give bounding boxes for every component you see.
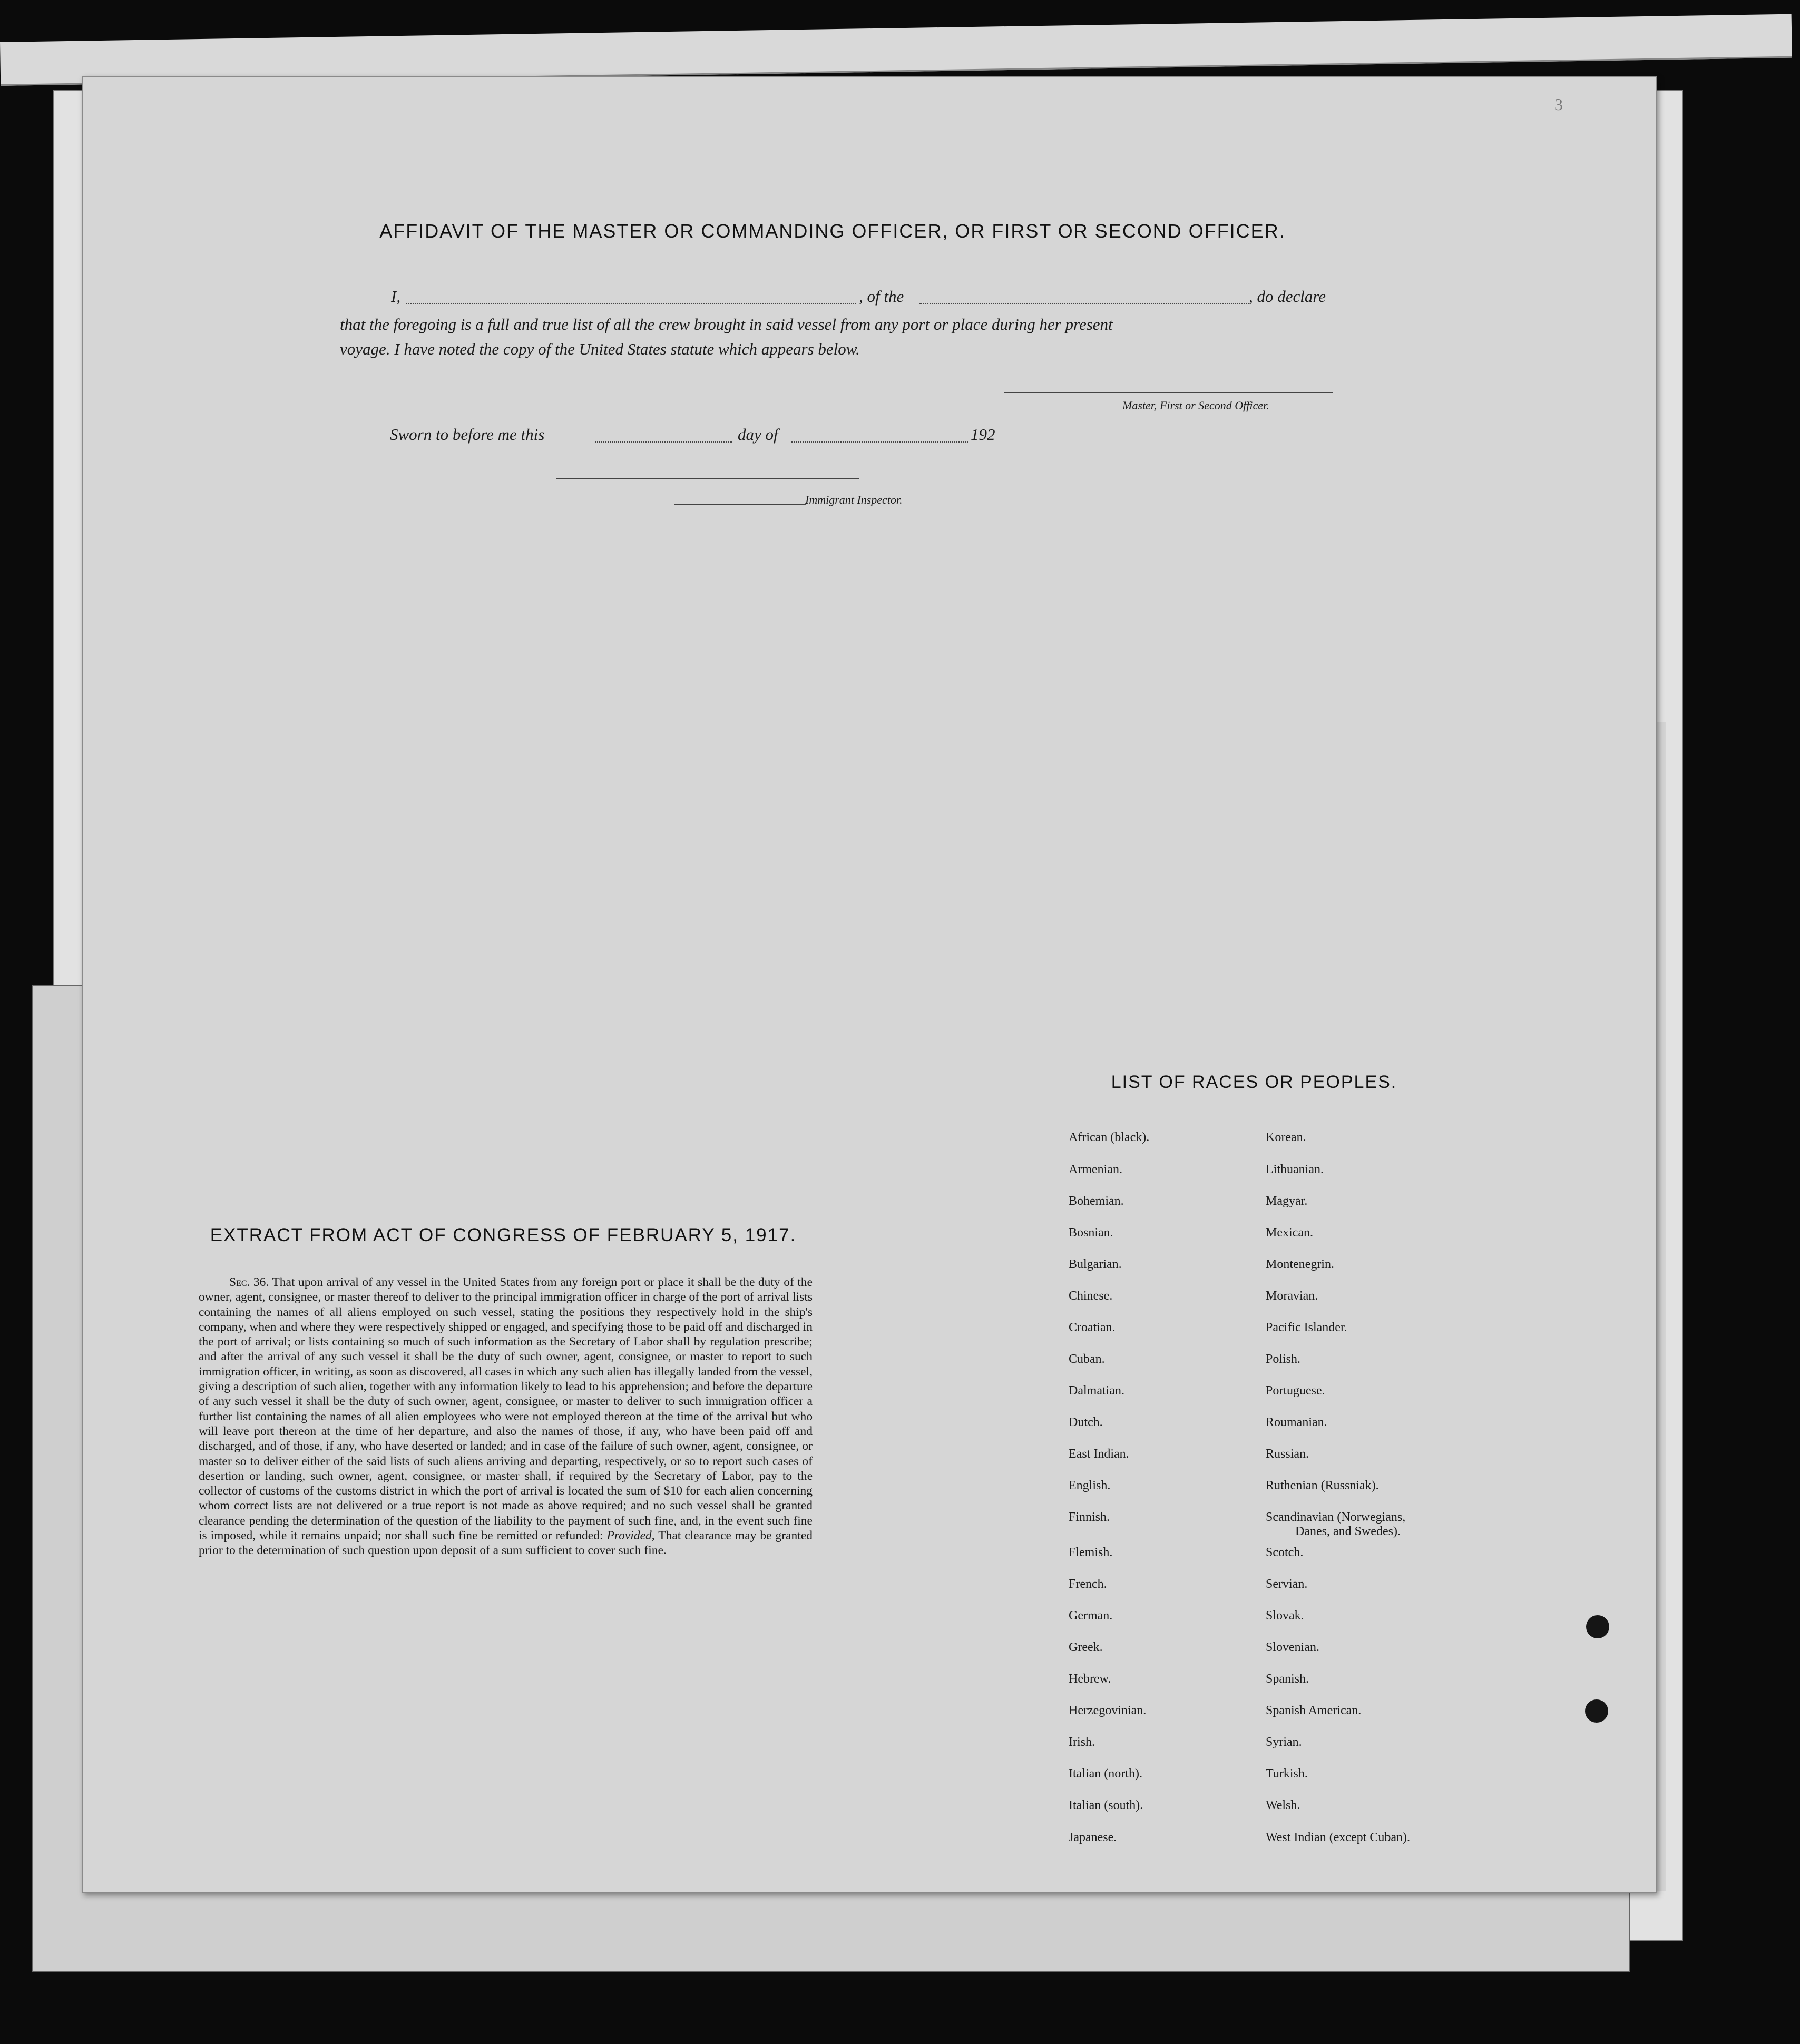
affidavit-statement-line3: voyage. I have noted the copy of the United States statute which appears below. bbox=[340, 340, 860, 358]
race-item: Montenegrin. bbox=[1266, 1257, 1334, 1271]
race-item: Dalmatian. bbox=[1069, 1384, 1124, 1398]
race-item: Pacific Islander. bbox=[1266, 1321, 1347, 1334]
affidavit-i-label: I, bbox=[391, 287, 401, 306]
race-item: Welsh. bbox=[1266, 1799, 1300, 1812]
officer-name-line[interactable] bbox=[406, 303, 856, 304]
race-item: Korean. bbox=[1266, 1131, 1306, 1144]
races-title: LIST OF RACES OR PEOPLES. bbox=[1111, 1072, 1397, 1092]
race-item: Magyar. bbox=[1266, 1194, 1308, 1208]
inspector-signature-line-upper[interactable] bbox=[556, 478, 859, 479]
race-item: Lithuanian. bbox=[1266, 1163, 1324, 1176]
sworn-text: Sworn to before me this bbox=[390, 425, 545, 444]
race-item: West Indian (except Cuban). bbox=[1266, 1831, 1410, 1844]
race-item: Croatian. bbox=[1069, 1321, 1116, 1334]
race-item: Flemish. bbox=[1069, 1546, 1113, 1559]
race-item: Polish. bbox=[1266, 1352, 1301, 1366]
race-item: Slovenian. bbox=[1266, 1640, 1319, 1654]
race-item: Herzegovinian. bbox=[1069, 1704, 1147, 1717]
race-item: Russian. bbox=[1266, 1447, 1309, 1461]
vessel-name-line[interactable] bbox=[919, 303, 1249, 304]
race-item: Scandinavian (Norwegians, bbox=[1266, 1510, 1406, 1524]
race-item: Portuguese. bbox=[1266, 1384, 1325, 1398]
provided-word: Provided, bbox=[606, 1529, 655, 1543]
punch-hole-lower bbox=[1585, 1699, 1608, 1723]
race-item: Spanish American. bbox=[1266, 1704, 1362, 1717]
do-declare-label: , do declare bbox=[1249, 287, 1326, 306]
race-item: French. bbox=[1069, 1577, 1107, 1591]
race-item: Moravian. bbox=[1266, 1289, 1318, 1303]
sworn-month-line[interactable] bbox=[791, 441, 968, 443]
race-item: East Indian. bbox=[1069, 1447, 1129, 1461]
of-the-label: , of the bbox=[859, 287, 904, 306]
race-item: Italian (south). bbox=[1069, 1799, 1143, 1812]
race-item: Hebrew. bbox=[1069, 1672, 1111, 1686]
race-item: Slovak. bbox=[1266, 1609, 1304, 1623]
race-item: English. bbox=[1069, 1479, 1111, 1492]
extract-body bbox=[199, 1275, 813, 1558]
race-item: African (black). bbox=[1069, 1131, 1150, 1144]
race-item: Cuban. bbox=[1069, 1352, 1105, 1366]
race-item: Chinese. bbox=[1069, 1289, 1113, 1303]
race-item: Syrian. bbox=[1266, 1735, 1302, 1749]
race-item: Turkish. bbox=[1266, 1767, 1308, 1781]
top-paper-strip bbox=[0, 14, 1792, 86]
race-item: Roumanian. bbox=[1266, 1416, 1327, 1429]
race-item: Irish. bbox=[1069, 1735, 1095, 1749]
race-item: Finnish. bbox=[1069, 1510, 1110, 1524]
race-item: Japanese. bbox=[1069, 1831, 1117, 1844]
race-item: Ruthenian (Russniak). bbox=[1266, 1479, 1379, 1492]
extract-body-end: That clearance may be granted prior to the determination of such question upon deposit of a sum sufficient to cover such fine. bbox=[199, 1529, 813, 1558]
inspector-signature-line[interactable] bbox=[674, 504, 806, 505]
race-item: Armenian. bbox=[1069, 1163, 1122, 1176]
affidavit-title: AFFIDAVIT OF THE MASTER OR COMMANDING OFFICER, OR FIRST OR SECOND OFFICER. bbox=[379, 220, 1286, 242]
race-item: Mexican. bbox=[1266, 1226, 1313, 1240]
race-item-continued: Danes, and Swedes). bbox=[1295, 1525, 1401, 1538]
master-signature-label: Master, First or Second Officer. bbox=[1122, 399, 1269, 412]
race-item: Bosnian. bbox=[1069, 1226, 1113, 1240]
affidavit-statement-line2: that the foregoing is a full and true list of all the crew brought in said vessel from any port or place during her present bbox=[340, 315, 1113, 333]
extract-body-main: That upon arrival of any vessel in the United States from any foreign port or place it shall be the duty of the owner, agent, consignee, or master thereof to deliver to the principal immigration officer in charge of the port of arrival lists containing the names of all aliens employed on such vessel, stating the positions they respectively hold in the ship's company, when and where they were respectively shipped or engaged, and specifying those to be paid off and discharged in the port of arrival; or lists containing so much of such information as the Secretary of Labor shall by regulation prescribe; and after the arrival of any such vessel it shall be the duty of such owner, agent, consignee, or master to report to such immigration officer, in writing, as soon as discovered, all cases in which any such alien has illegally landed from the vessel, giving a description of such alien, together with any information likely to lead to his apprehension; and before the departure of any such vessel it shall be the duty of such owner, agent, consignee, or master to deliver to such immigration officer a further list containing the names of all alien employees who were not employed thereon at the time of the arrival but who will leave port thereon at the time of her departure, and also the names of those, if any, who have been paid off and discharged, and of those, if any, who have deserted or landed; and in case of the failure of such owner, agent, consignee, or master so to deliver either of the said lists of such aliens arriving and departing, respectively, or so to report such cases of desertion or landing, such owner, agent, consignee, or master shall, if required by the Secretary of Labor, pay to the collector of customs of the customs district in which the port of arrival is located the sum of $10 for each alien concerning whom correct lists are not delivered or a true report is not made as above required; and no such vessel shall be granted clearance pending the determination of the question of the liability to the payment of such fine, and, in the event such fine is imposed, while it remains unpaid; nor shall such fine be remitted or refunded: bbox=[199, 1275, 813, 1543]
punch-hole-upper bbox=[1586, 1615, 1609, 1638]
race-item: Bohemian. bbox=[1069, 1194, 1124, 1208]
race-item: Scotch. bbox=[1266, 1546, 1304, 1559]
extract-title: EXTRACT FROM ACT OF CONGRESS OF FEBRUARY 5, 1917. bbox=[210, 1225, 797, 1245]
document-page bbox=[82, 76, 1657, 1893]
sworn-day-line[interactable] bbox=[595, 441, 732, 443]
inspector-label: Immigrant Inspector. bbox=[805, 493, 903, 506]
section-label: Sec. 36. bbox=[229, 1275, 269, 1289]
race-item: German. bbox=[1069, 1609, 1113, 1623]
page-number-mark: 3 bbox=[1554, 95, 1563, 114]
race-item: Bulgarian. bbox=[1069, 1257, 1122, 1271]
year-label: 192 bbox=[971, 425, 995, 444]
day-of-label: day of bbox=[738, 425, 778, 444]
race-item: Greek. bbox=[1069, 1640, 1103, 1654]
race-item: Italian (north). bbox=[1069, 1767, 1142, 1781]
race-item: Spanish. bbox=[1266, 1672, 1309, 1686]
master-signature-line[interactable] bbox=[1004, 392, 1333, 393]
race-item: Dutch. bbox=[1069, 1416, 1103, 1429]
race-item: Servian. bbox=[1266, 1577, 1308, 1591]
